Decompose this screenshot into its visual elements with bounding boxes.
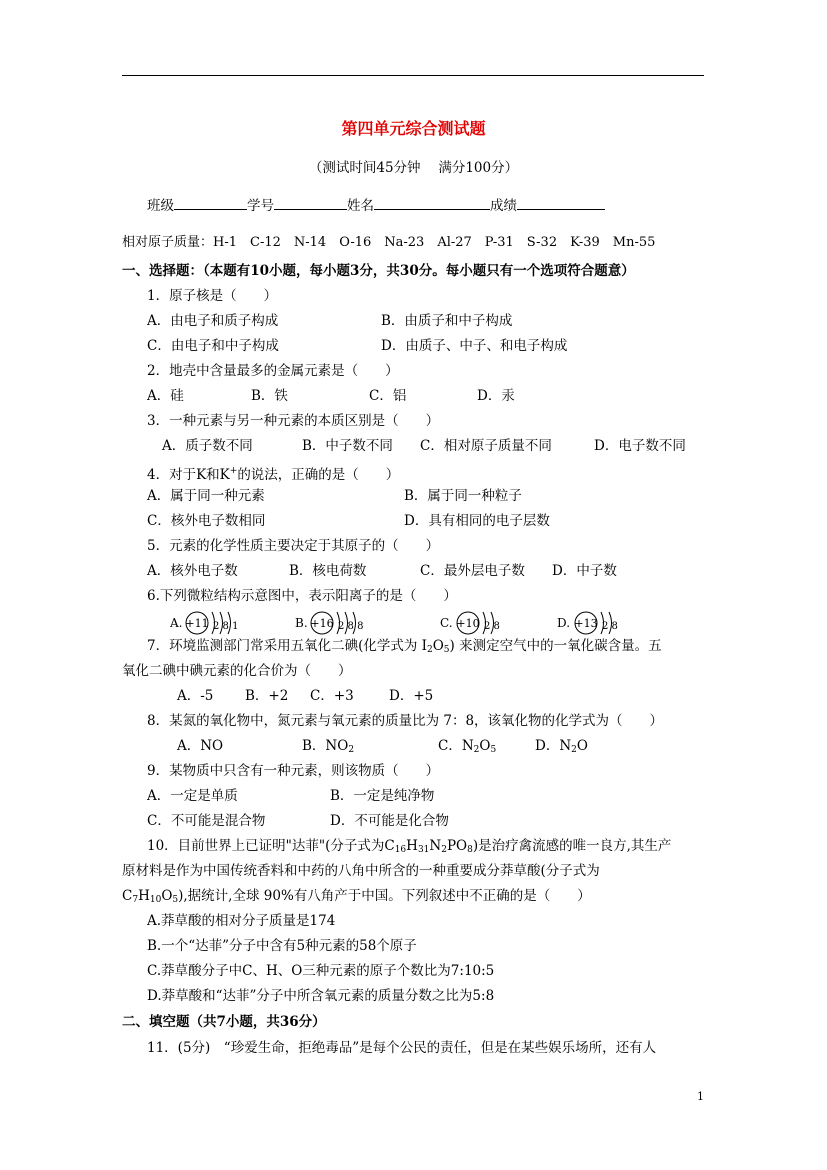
name-blank xyxy=(374,195,490,210)
number-label: 学号 xyxy=(247,198,274,214)
student-info-row xyxy=(147,195,605,215)
q8-c-pre: C．N xyxy=(438,738,474,754)
class-blank xyxy=(174,195,247,210)
q10-sub: 8 xyxy=(467,845,473,855)
q7-stem-post: ) 来测定空气中的一氧化碳含量。五 xyxy=(449,638,662,654)
q7-sub2: 5 xyxy=(443,645,450,655)
q1-option-c: C．由电子和中子构成 xyxy=(147,338,279,354)
q10-l1-pre: 10．目前世界上已证明"达菲"(分子式为C xyxy=(147,838,395,854)
q6-option-c xyxy=(440,608,530,638)
q5-option-a: A．核外电子数 xyxy=(147,563,238,579)
q2-option-b: B．铁 xyxy=(251,388,288,404)
class-label: 班级 xyxy=(147,198,174,214)
q8-d-sub: 2 xyxy=(571,745,577,755)
q6-c-label: C. xyxy=(440,616,453,630)
q1-stem: 1．原子核是（ ） xyxy=(147,288,278,304)
q5-stem: 5．元素的化学性质主要决定于其原子的（ ） xyxy=(147,538,440,554)
q8-option-d xyxy=(535,737,588,759)
q2-option-d: D．汞 xyxy=(477,388,515,404)
q7-sub1: 2 xyxy=(426,645,433,655)
q10-option-a: A.莽草酸的相对分子质量是174 xyxy=(147,913,336,929)
q8-option-c xyxy=(438,737,496,759)
q10-el: PO xyxy=(446,838,468,854)
q7-option-d: D．+5 xyxy=(389,688,434,704)
q8-c-sub2: 5 xyxy=(490,745,497,755)
q8-option-b xyxy=(302,737,354,759)
q8-b-pre: B．NO xyxy=(302,738,349,754)
page-title: 第四单元综合测试题 xyxy=(341,119,486,138)
q4-option-b: B．属于同一种粒子 xyxy=(404,488,522,504)
q6-option-d xyxy=(557,608,647,638)
q10-option-d: D.莽草酸和“达菲”分子中所含氧元素的质量分数之比为5:8 xyxy=(147,988,495,1004)
q4-option-d: D．具有相同的电子层数 xyxy=(404,513,550,529)
page-number: 1 xyxy=(697,1090,704,1103)
q8-c-sub1: 2 xyxy=(473,745,480,755)
q1-option-b: B．由质子和中子构成 xyxy=(381,313,513,329)
q6-a-nucleus: +11 xyxy=(185,617,209,630)
q6-b-label: B. xyxy=(295,616,308,630)
q10-option-b: B.一个“达菲”分子中含有5种元素的58个原子 xyxy=(147,938,417,954)
q3-stem: 3．一种元素与另一种元素的本质区别是（ ） xyxy=(147,413,440,429)
q4-stem xyxy=(147,462,399,484)
q10-el: C xyxy=(122,888,133,904)
q10-sub: 31 xyxy=(417,845,430,855)
q7-option-b: B．+2 xyxy=(245,688,289,704)
q6-d-nucleus: +13 xyxy=(574,617,598,630)
q10-el: H xyxy=(406,838,418,854)
q10-sub: 16 xyxy=(394,845,407,855)
q8-d-pre: D．N xyxy=(535,738,572,754)
q7-stem-line1 xyxy=(147,637,662,659)
q10-option-c: C.莽草酸分子中C、H、O三种元素的原子个数比为7:10:5 xyxy=(147,963,495,979)
q9-option-a: A．一定是单质 xyxy=(147,788,238,804)
q8-option-a: A．NO xyxy=(177,738,224,754)
section2-heading: 二、填空题（共7小题，共36分） xyxy=(122,1014,326,1030)
q7-stem-line2: 氧化二碘中碘元素的化合价为（ ） xyxy=(122,663,352,679)
atom-diagram-a xyxy=(170,608,260,638)
q6-d-label: D. xyxy=(557,616,571,630)
q10-line2: 原材料是作为中国传统香料和中药的八角中所含的一种重要成分莽草酸(分子式为 xyxy=(122,863,600,879)
q10-el: H xyxy=(138,888,150,904)
q10-l3-post: ),据统计,全球 90%有八角产于中国。下列叙述中不正确的是（ ） xyxy=(178,888,591,904)
q8-b-sub: 2 xyxy=(348,745,355,755)
q3-option-b: B．中子数不同 xyxy=(302,438,393,454)
q10-sub: 5 xyxy=(172,895,179,905)
q10-line1 xyxy=(147,837,671,859)
q10-el: O xyxy=(161,888,173,904)
q4-option-a: A．属于同一种元素 xyxy=(147,488,265,504)
q2-option-a: A．硅 xyxy=(147,388,184,404)
q7-stem-pre: 7．环境监测部门常采用五氧化二碘(化学式为 I xyxy=(147,638,427,654)
q6-b-nucleus: +16 xyxy=(310,617,334,630)
q10-sub: 10 xyxy=(149,895,162,905)
q10-l1-post: )是治疗禽流感的唯一良方,其生产 xyxy=(472,838,672,854)
q1-option-d: D．由质子、中子、和电子构成 xyxy=(381,338,568,354)
q8-c-mid: O xyxy=(479,738,491,754)
q7-option-c: C．+3 xyxy=(310,688,354,704)
q3-option-d: D．电子数不同 xyxy=(594,438,686,454)
atomic-masses: 相对原子质量：H-1 C-12 N-14 O-16 Na-23 Al-27 P-31 S-32 K-39 Mn-55 xyxy=(122,235,656,250)
q6-c-electrons: 2 8 xyxy=(484,621,500,632)
q6-option-b xyxy=(295,608,385,638)
q10-el: N xyxy=(429,838,442,854)
score-label: 成绩 xyxy=(490,198,517,214)
q6-a-label: A. xyxy=(170,616,183,630)
q8-stem: 8．某氮的氧化物中，氮元素与氧元素的质量比为 7：8，该氧化物的化学式为（ ） xyxy=(147,713,664,729)
q10-sub: 7 xyxy=(132,895,139,905)
q6-b-electrons: 2 8 8 xyxy=(338,621,364,632)
q3-option-a: A．质子数不同 xyxy=(162,438,253,454)
q10-line3 xyxy=(122,887,591,909)
q11-stem: 11．(5分) “珍爱生命，拒绝毒品”是每个公民的责任，但是在某些娱乐场所，还有人 xyxy=(147,1040,657,1056)
number-blank xyxy=(274,195,347,210)
atom-diagram-d xyxy=(557,608,647,638)
q6-d-electrons: 2 8 xyxy=(602,621,618,632)
q6-c-nucleus: +10 xyxy=(456,617,480,630)
q5-option-d: D．中子数 xyxy=(552,563,617,579)
q5-option-b: B．核电荷数 xyxy=(289,563,367,579)
q1-option-a: A．由电子和质子构成 xyxy=(147,313,279,329)
q9-option-b: B．一定是纯净物 xyxy=(330,788,435,804)
q9-option-c: C．不可能是混合物 xyxy=(147,813,266,829)
q4-stem-sup: + xyxy=(229,466,238,476)
atom-diagram-c xyxy=(440,608,530,638)
q10-sub: 2 xyxy=(441,845,447,855)
q2-stem: 2．地壳中含量最多的金属元素是（ ） xyxy=(147,363,399,379)
q9-stem: 9．某物质中只含有一种元素，则该物质（ ） xyxy=(147,763,440,779)
section1-heading: 一、选择题：（本题有10小题，每小题3分，共30分。每小题只有一个选项符合题意） xyxy=(122,263,635,279)
q6-a-electrons: 2 8 1 xyxy=(213,621,239,632)
q4-option-c: C．核外电子数相同 xyxy=(147,513,266,529)
q5-option-c: C．最外层电子数 xyxy=(420,563,525,579)
name-label: 姓名 xyxy=(347,198,374,214)
q2-option-c: C．铝 xyxy=(369,388,407,404)
q4-stem-pre: 4．对于K和K xyxy=(147,467,230,483)
score-blank xyxy=(517,195,605,210)
page-subtitle: （测试时间45分钟 满分100分） xyxy=(308,160,519,176)
q6-stem: 6.下列微粒结构示意图中，表示阳离子的是（ ） xyxy=(147,588,457,604)
header-rule xyxy=(122,75,704,76)
q6-option-a xyxy=(170,608,260,638)
q8-d-post: O xyxy=(576,738,588,754)
q7-mid: O xyxy=(432,638,444,654)
atom-diagram-b xyxy=(295,608,385,638)
q4-stem-post: 的说法，正确的是（ ） xyxy=(237,467,400,483)
q3-option-c: C．相对原子质量不同 xyxy=(420,438,552,454)
q7-option-a: A．-5 xyxy=(177,688,214,704)
q9-option-d: D．不可能是化合物 xyxy=(330,813,449,829)
